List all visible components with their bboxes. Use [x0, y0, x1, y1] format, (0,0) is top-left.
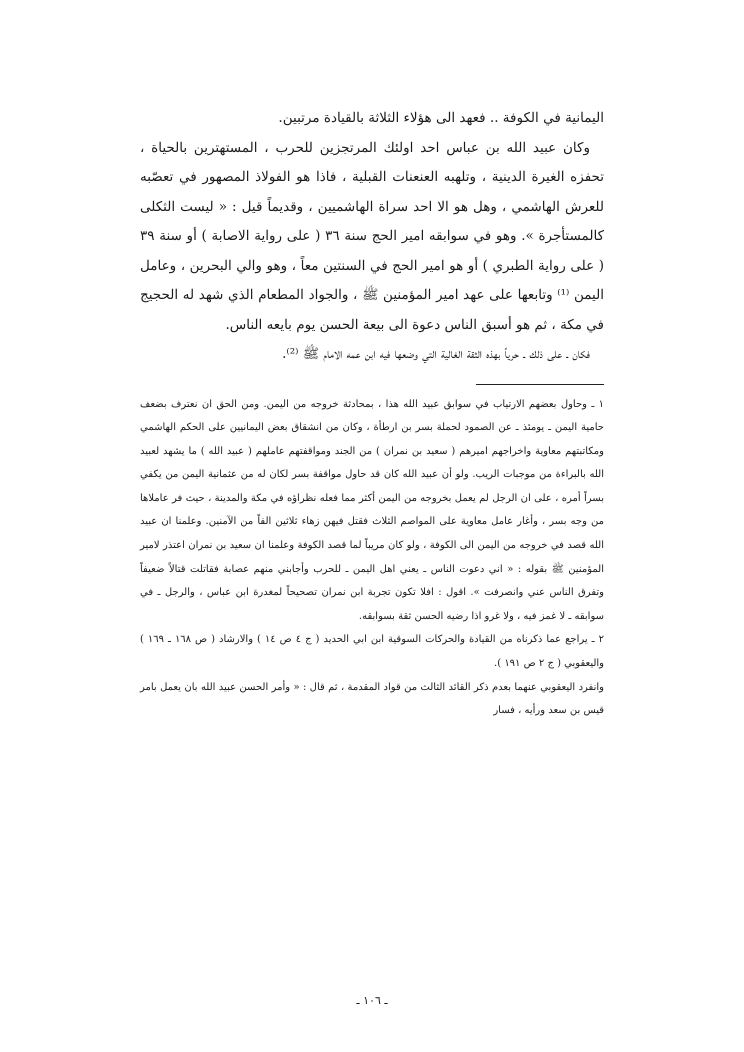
- page-number: ـ ١٠٦ ـ: [356, 994, 388, 1007]
- footnote-1: ١ ـ وحاول بعضهم الارتياب في سوابق عبيد الله هذا ، بمحادثة خروجه من اليمن. ومن الحق ان نعترف بضعف حامية اليمن ـ يومئذ ـ عن الصمود لحملة بسر بن ارطأة ، وكان من انشقاق بعض اليمانيين على الحكم الهاشمي ومكاتبتهم معاوية واخراجهم اميرهم ( سعيد بن نمران ) من الجند ومواقفتهم عاملهم ( عبيد الله ) ما يشهد لعبيد الله بالبراءة من موجبات الريب. ولو أن عبيد الله كان قد حاول مواقفة بسر لكان له من عثمانية اليمن من يكفي بسراً أمره ، على ان الرجل لم يعمل بخروجه من اليمن أكثر مما فعله نظراؤه في مكة والمدينة ، حيث فر عاملاها من وجه بسر ، وأغار عامل معاوية على المواصم الثلاث فقتل فيهن زهاء ثلاثين الفاً من الآمنين. وعلمنا ان عبيد الله قصد في خروجه من اليمن الى الكوفة ، ولو كان مريباً لما قصد الكوفة وعلمنا ان سعيد بن نمران اعتذر لامير المؤمنين ﷺ بقوله : « اني دعوت الناس ـ يعني اهل اليمن ـ للحرب وأجابني منهم عصابة فقاتلت قتالاً ضعيفاً وتفرق الناس عني وانصرفت ». اقول : افلا تكون تجربة ابن نمران تصحيحاً لمغدرة ابن عباس ، والرجل ـ في سوابقه ـ لا غمز فيه ، ولا غرو اذا رضيه الحسن ثقة بسوابقه.: [140, 398, 604, 622]
- footnotes: [140, 393, 604, 723]
- main-text: [140, 104, 604, 370]
- paragraph-2: وكان عبيد الله بن عباس احد اولئك المرتجزين للحرب ، المستهترين بالحياة ، تحفزه الغيرة الدينية ، وتلهبه العنعنات القبلية ، فاذا هو الفولاذ المصهور في تعصّبه للعرش الهاشمي ، وهل هو الا احد سراة الهاشميين ، وقديماً قيل : « ليست الثكلى كالمستأجرة ». وهو في سوابقه امير الحج سنة ٣٦ ( على رواية الاصابة ) أو سنة ٣٩ ( على رواية الطبري ) أو هو امير الحج في السنتين معاً ، وهو والي البحرين ، وعامل اليمن ⁽¹⁾ وتابعها على عهد امير المؤمنين ﷺ ، والجواد المطعام الذي شهد له الحجيج في مكة ، ثم هو أسبق الناس دعوة الى بيعة الحسن يوم بايعه الناس.: [140, 139, 604, 333]
- footnote-2: ٢ ـ يراجع عما ذكرناه من القيادة والحركات السوقية ابن ابي الحديد ( ج ٤ ص ١٤ ) والارشاد ( ص ١٦٨ ـ ١٦٩ ) واليعقوبي ( ج ٢ ص ١٩١ ).: [140, 634, 604, 670]
- footnote-continuation: وانفرد اليعقوبي عنهما بعدم ذكر القائد الثالث من قواد المقدمة ، ثم قال : « وأمر الحسن عبيد الله بان يعمل بامر قيس بن سعد ورأيه ، فسار: [140, 681, 604, 717]
- paragraph-3: فكان ـ على ذلك ـ حرياً بهذه الثقة الغالية التي وضعها فيه ابن عمه الامام ﷺ ⁽²⁾.: [282, 346, 590, 362]
- paragraph-1: اليمانية في الكوفة .. فعهد الى هؤلاء الثلاثة بالقيادة مرتبين.: [278, 110, 604, 126]
- page-content: [140, 104, 604, 723]
- footnote-divider: [476, 384, 604, 385]
